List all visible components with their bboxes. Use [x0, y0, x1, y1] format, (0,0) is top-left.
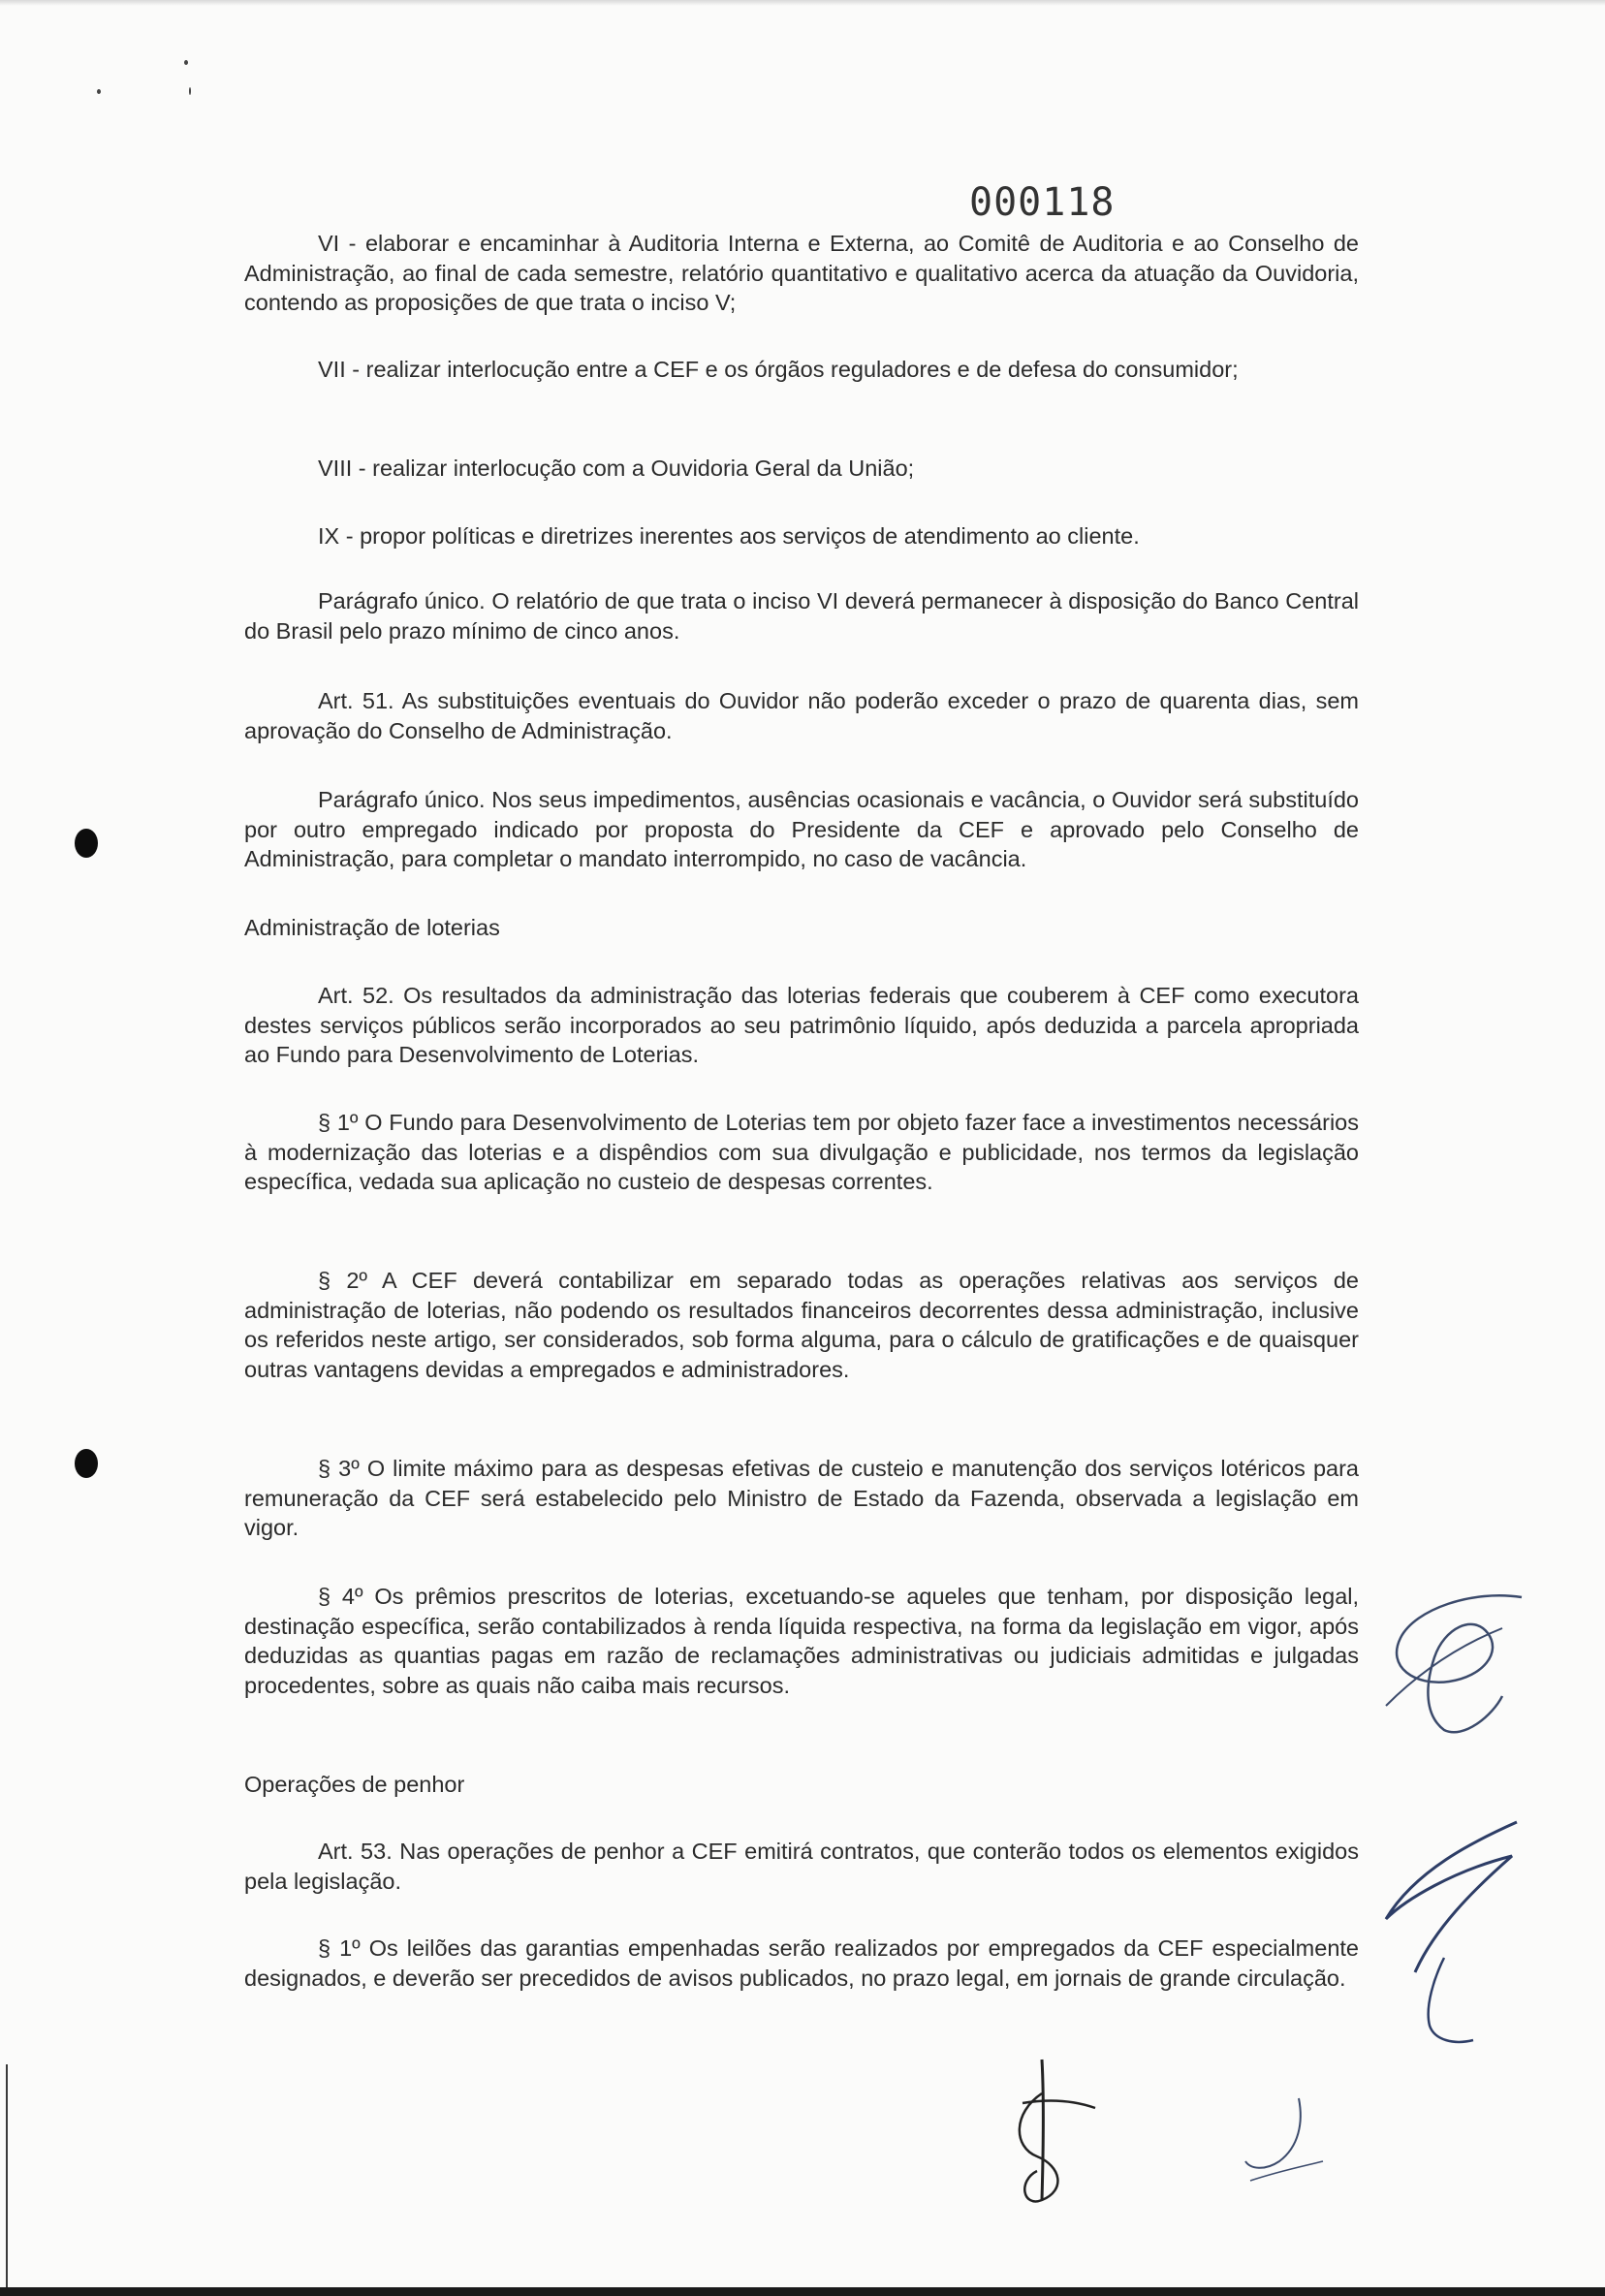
section-heading: Operações de penhor	[244, 1772, 465, 1797]
paragraph-unico-1	[244, 586, 1359, 645]
article-51	[244, 686, 1359, 745]
article-53-paragraph-1	[244, 1934, 1359, 1993]
paragraph-text: Art. 53. Nas operações de penhor a CEF emitirá contratos, que conterão todos os elementos exigidos pela legislação.	[244, 1839, 1359, 1894]
handwritten-rubric-2	[1347, 1803, 1541, 2093]
scan-speck	[97, 89, 101, 94]
paragraph-text: O limite máximo para as despesas efetivas de custeio e manutenção dos serviços lotéricos para remuneração da CEF será estabelecido pelo Ministro de Estado da Fazenda, observada a legislação em vigor.	[244, 1456, 1359, 1540]
handwritten-rubric-1	[1357, 1570, 1551, 1754]
section-mark: § 4º	[318, 1584, 363, 1609]
section-mark: § 3º	[318, 1456, 360, 1481]
paragraph-text: Os prêmios prescritos de loterias, excetuando-se aqueles que tenham, por disposição legal, destinação específica, serão contabilizados à renda líquida respectiva, na forma da legislação em vigor, após deduzidas as quantias pagas em razão de reclamações administrativas ou judiciais admitidas e julgadas procedentes, sobre as quais não caiba mais recursos.	[244, 1584, 1360, 1698]
scan-speck	[189, 87, 191, 95]
paragraph-text: Art. 51. As substituições eventuais do Ouvidor não poderão exceder o prazo de quarenta dias, sem aprovação do Conselho de Administração.	[244, 688, 1359, 743]
section-heading-loterias	[244, 913, 1359, 943]
scan-bottom-edge	[0, 2287, 1605, 2296]
paragraph-text: Parágrafo único. Nos seus impedimentos, ausências ocasionais e vacância, o Ouvidor será substituído por outro empregado indicado por proposta do Presidente da CEF e aprovado pelo Conselho de Administração, para completar o mandato interrompido, no caso de vacância.	[244, 787, 1359, 871]
article-52-paragraph-2	[244, 1266, 1359, 1384]
section-mark: § 2º	[318, 1268, 368, 1293]
article-52	[244, 981, 1359, 1070]
section-mark: § 1º	[318, 1110, 359, 1135]
punch-hole-bottom	[75, 1449, 98, 1478]
section-heading: Administração de loterias	[244, 915, 500, 940]
paragraph-text: Art. 52. Os resultados da administração das loterias federais que couberem à CEF como executora destes serviços públicos serão incorporados ao seu patrimônio líquido, após deduzida a parcela apropriada ao Fundo para Desenvolvimento de Loterias.	[244, 983, 1359, 1067]
paragraph-unico-2	[244, 785, 1359, 874]
scan-speck	[184, 60, 188, 65]
section-heading-penhor	[244, 1770, 1359, 1800]
article-53	[244, 1837, 1359, 1896]
paragraph-vii	[244, 355, 1359, 385]
handwritten-signature-2	[1231, 2093, 1338, 2190]
paragraph-text: A CEF deverá contabilizar em separado todas as operações relativas aos serviços de administração de loterias, não podendo os resultados financeiros decorrentes dessa administração, inclusive os referidos neste artigo, ser considerados, sob forma alguma, para o cálculo de gratificações e de quaisquer outras vantagens devidas a empregados e administradores.	[244, 1268, 1359, 1382]
article-52-paragraph-1	[244, 1108, 1359, 1197]
paragraph-viii	[244, 454, 1359, 484]
page-number-stamp: 000118	[969, 180, 1116, 225]
paragraph-vi	[244, 229, 1359, 318]
paragraph-text: VII - realizar interlocução entre a CEF e os órgãos reguladores e de defesa do consumidor;	[318, 357, 1239, 382]
scan-left-edge	[6, 2064, 8, 2287]
paragraph-text: IX - propor políticas e diretrizes inerentes aos serviços de atendimento ao cliente.	[318, 523, 1140, 549]
scan-top-edge	[0, 0, 1605, 6]
section-mark: § 1º	[318, 1935, 361, 1961]
article-52-paragraph-3	[244, 1454, 1359, 1543]
paragraph-ix	[244, 521, 1359, 551]
handwritten-signature-1	[984, 2055, 1100, 2210]
paragraph-text: Parágrafo único. O relatório de que trata o inciso VI deverá permanecer à disposição do Banco Central do Brasil pelo prazo mínimo de cinco anos.	[244, 588, 1359, 644]
paragraph-text: VI - elaborar e encaminhar à Auditoria Interna e Externa, ao Comitê de Auditoria e ao Conselho de Administração, ao final de cada semestre, relatório quantitativo e qualitativo acerca da atuação da Ouvidoria, contendo as proposições de que trata o inciso V;	[244, 231, 1359, 315]
paragraph-text: VIII - realizar interlocução com a Ouvidoria Geral da União;	[318, 456, 915, 481]
article-52-paragraph-4	[244, 1582, 1359, 1700]
paragraph-text: Os leilões das garantias empenhadas serão realizados por empregados da CEF especialmente designados, e deverão ser precedidos de avisos publicados, no prazo legal, em jornais de grande circulação.	[244, 1935, 1359, 1991]
paragraph-text: O Fundo para Desenvolvimento de Loterias tem por objeto fazer face a investimentos necessários à modernização das loterias e a dispêndios com sua divulgação e publicidade, nos termos da legislação específica, vedada sua aplicação no custeio de despesas correntes.	[244, 1110, 1359, 1194]
punch-hole-top	[75, 829, 98, 858]
